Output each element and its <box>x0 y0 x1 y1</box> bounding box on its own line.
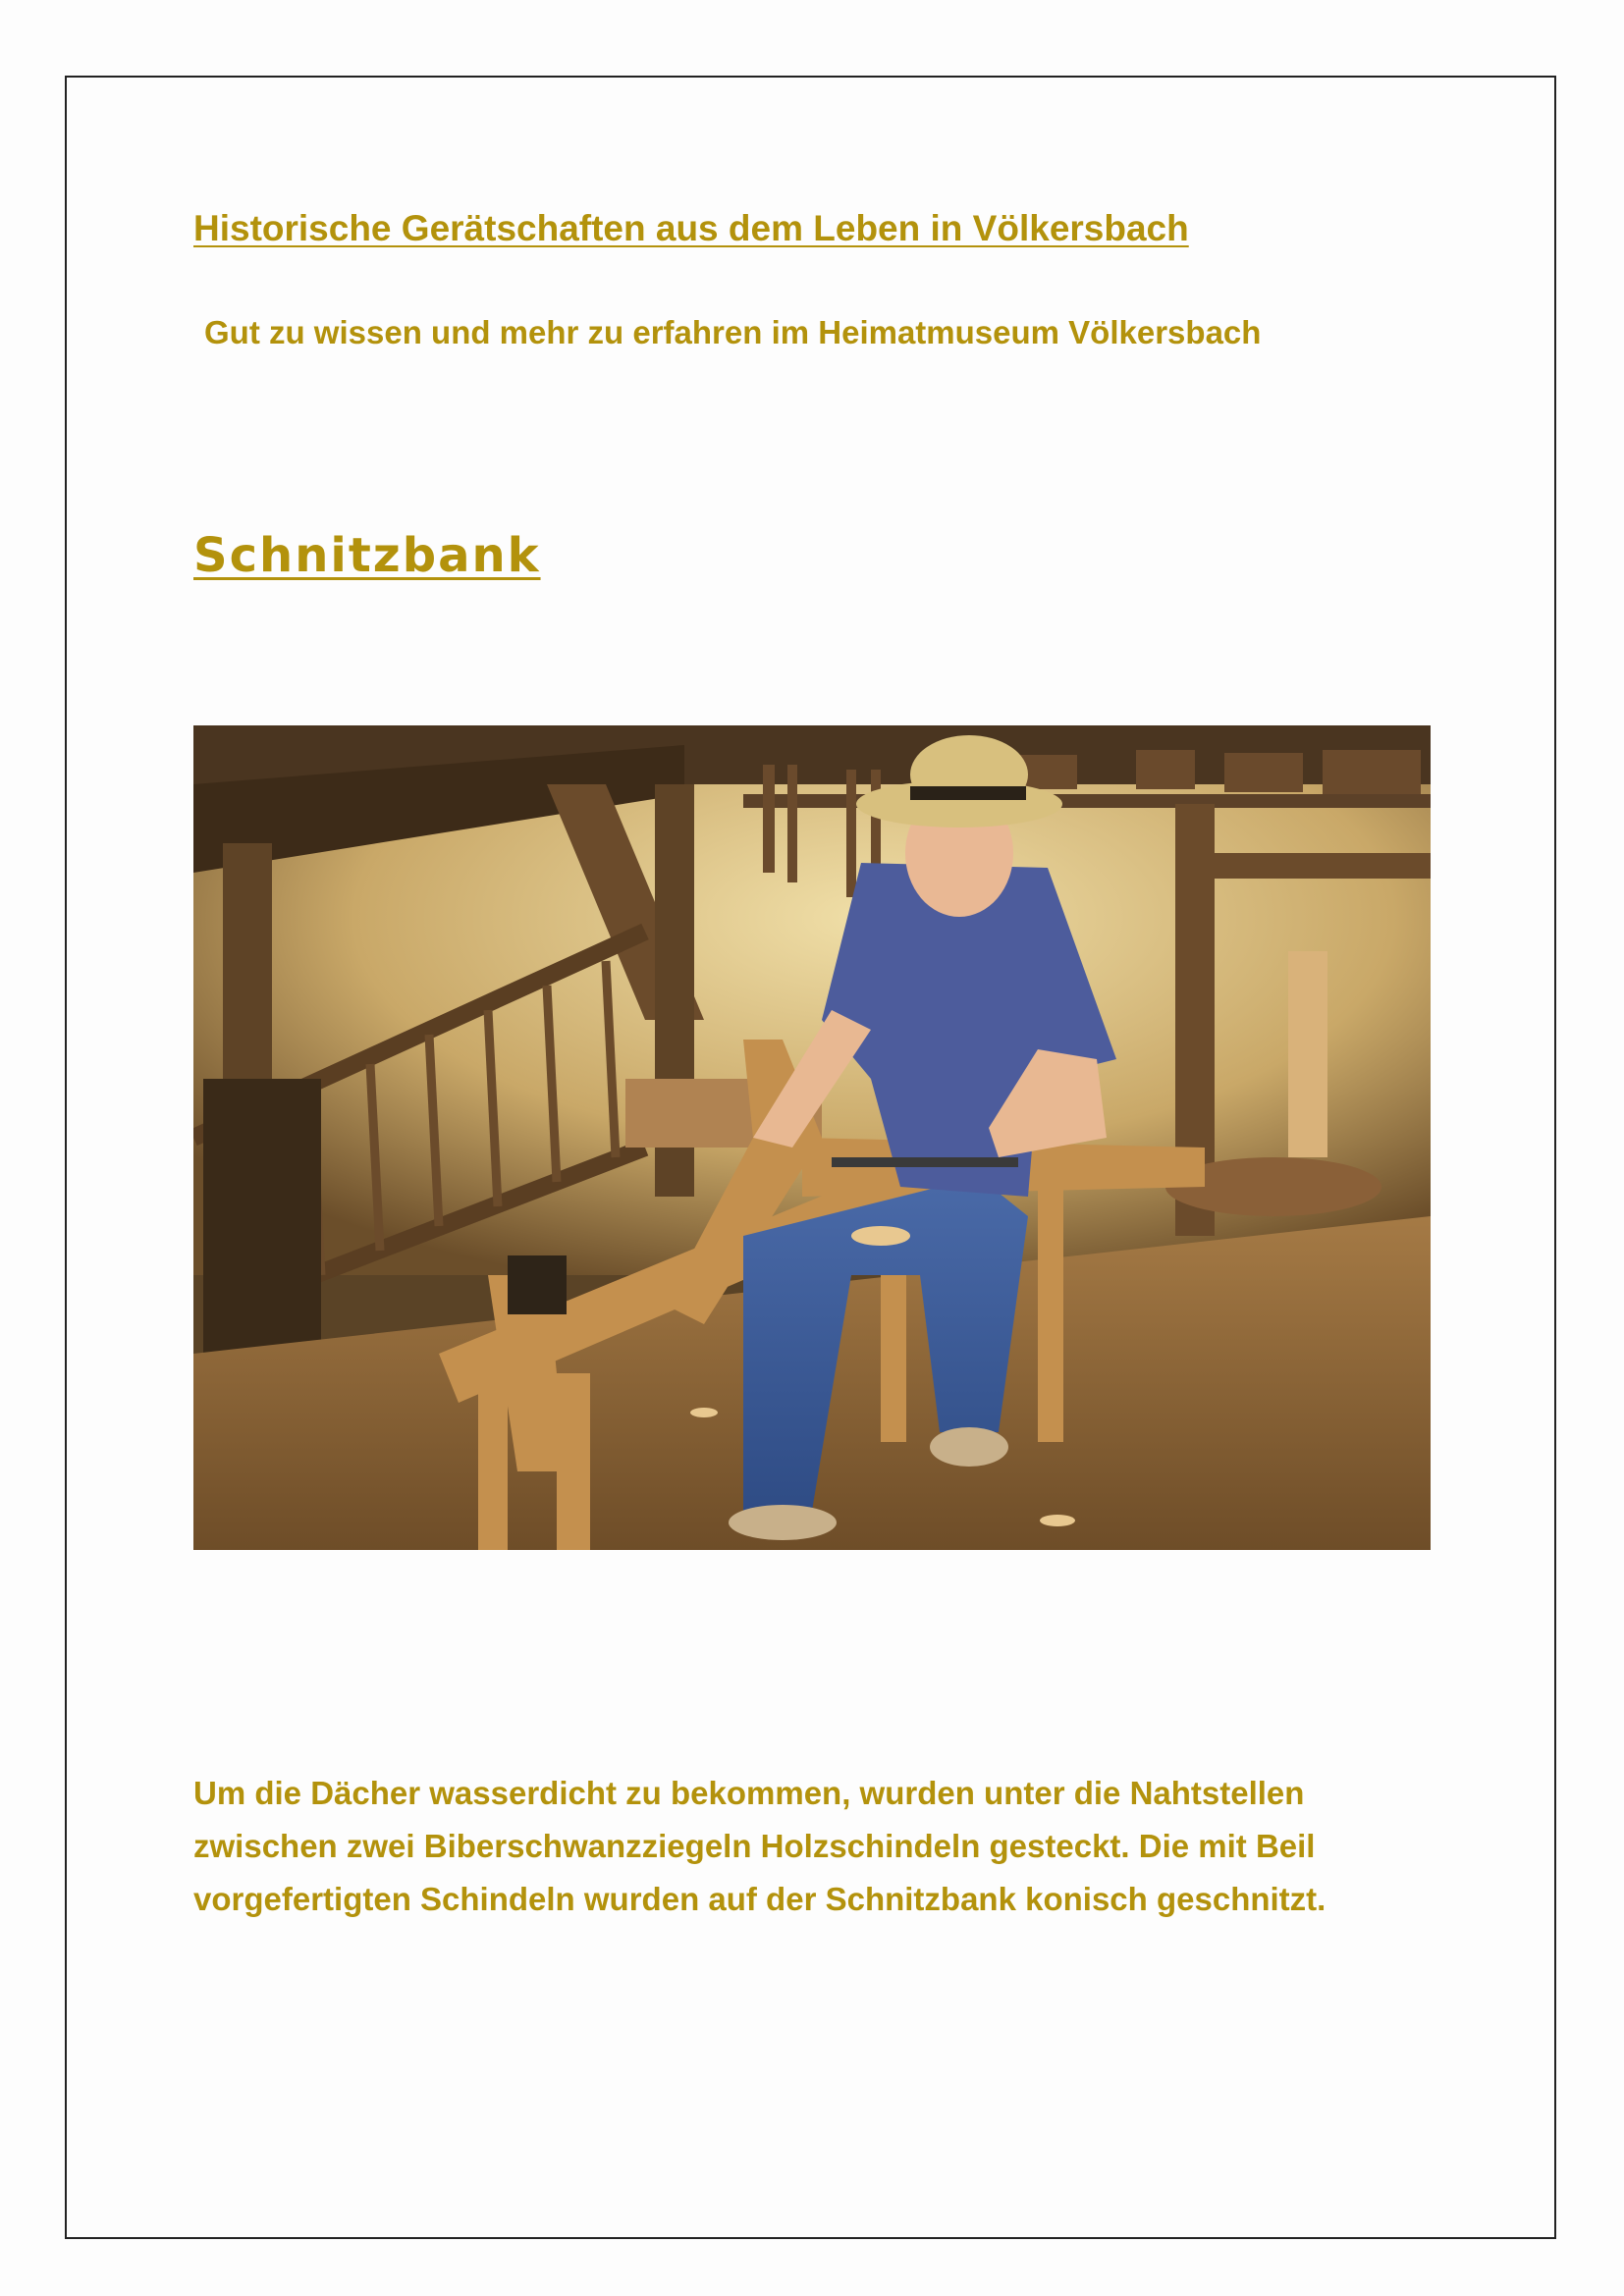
workshop-photo <box>193 725 1431 1550</box>
clamp <box>508 1255 567 1314</box>
shoe-right <box>930 1427 1008 1467</box>
photo-illustration <box>193 725 1431 1550</box>
wall-plank <box>1288 951 1327 1157</box>
page-subtitle: Gut zu wissen und mehr zu erfahren im Heimatmuseum Völkersbach <box>204 314 1262 350</box>
body-paragraph: Um die Dächer wasserdicht zu bekommen, wurden unter die Nahtstellen zwischen zwei Biberschwanzziegeln Holzschindeln gesteckt. Die mit Beil vorgefertigten Schindeln wurden auf der Schnitzbank konisch geschnitzt. <box>193 1775 1326 1917</box>
shoe-left <box>729 1505 837 1540</box>
wall-beam <box>1175 853 1431 879</box>
draw-knife <box>832 1157 1018 1167</box>
page-title: Historische Gerätschaften aus dem Leben in Völkersbach <box>193 208 1189 248</box>
hat-band <box>910 786 1026 800</box>
hat-crown <box>910 735 1028 814</box>
section-title: Schnitzbank <box>193 528 541 583</box>
